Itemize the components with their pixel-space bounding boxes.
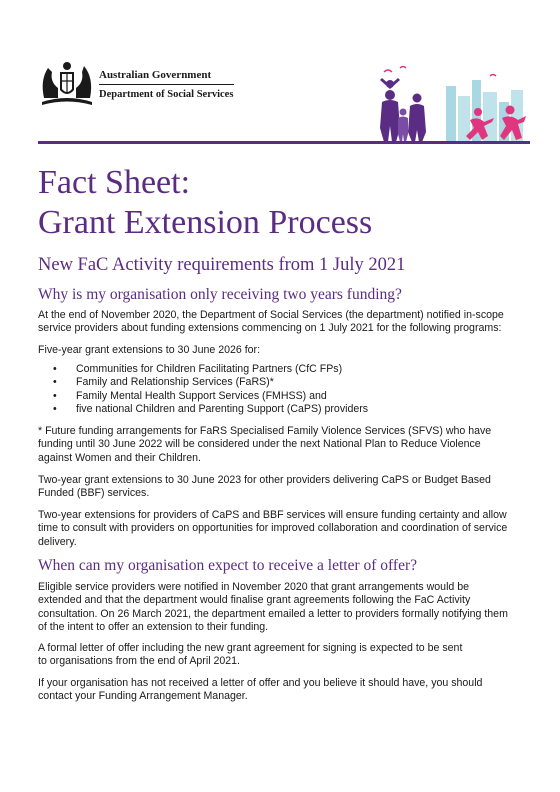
section2-paragraph-1 [38, 581, 528, 634]
text-line: service providers about funding extensions commencing on 1 July 2021 for the following programs: [38, 322, 502, 335]
section2-paragraph-2 [38, 642, 528, 669]
text-line: to organisations from the end of April 2021. [38, 655, 240, 668]
page-title [38, 163, 372, 243]
text-line: Two-year extensions for providers of CaPS and BBF services will ensure funding certainty and allow [38, 509, 507, 521]
text-line: If your organisation has not received a letter of offer and you believe it should have, you should [38, 677, 483, 689]
list-item: • Communities for Children Facilitating Partners (CfC FPs) [38, 363, 368, 376]
text-line: of the intent to offer an extension to their funding. [38, 620, 269, 633]
page-header [0, 0, 560, 145]
text-line: time to consult with providers on opportunities for improved collaboration and coordination of service [38, 522, 508, 535]
coat-of-arms-icon [38, 58, 96, 110]
text-line: Five-year grant extensions to 30 June 2026 for: [38, 344, 261, 356]
gov-name: Australian Government [99, 69, 212, 81]
family-banner-illustration [370, 62, 530, 144]
title-line-1: Fact Sheet: [38, 164, 191, 201]
text-line: funding until 30 June 2022 will be considered under the next National Plan to Reduce Violence [38, 438, 481, 451]
text-line: consultation. On 26 March 2021, the department emailed a letter to providers formally notifying them [38, 607, 508, 620]
section1-paragraph-4 [38, 474, 528, 501]
list-item: • Family Mental Health Support Services (FMHSS) and [38, 390, 368, 403]
section1-paragraph-1 [38, 309, 528, 336]
text-line: At the end of November 2020, the Department of Social Services (the department) notified in-scope [38, 309, 504, 321]
header-divider [38, 141, 530, 144]
title-line-2: Grant Extension Process [38, 204, 373, 241]
page-subtitle: New FaC Activity requirements from 1 July 2021 [38, 255, 406, 275]
section-heading-funding: Why is my organisation only receiving two years funding? [38, 286, 402, 303]
gov-divider [99, 84, 234, 85]
text-line: contact your Funding Arrangement Manager. [38, 690, 248, 703]
text-line: delivery. [38, 535, 77, 548]
text-line: Two-year grant extensions to 30 June 2023 for other providers delivering CaPS or Budget Based [38, 474, 491, 486]
list-item: • five national Children and Parenting Support (CaPS) providers [38, 403, 368, 416]
section1-paragraph-2 [38, 344, 528, 357]
government-wordmark [99, 68, 234, 101]
section2-paragraph-3 [38, 677, 528, 704]
program-list [38, 363, 368, 417]
text-line: against Women and their Children. [38, 451, 201, 464]
text-line: extended and that the department would finalise grant agreements following the FaC Activity [38, 594, 471, 607]
section-heading-letter-of-offer: When can my organisation expect to receive a letter of offer? [38, 557, 418, 574]
text-line: Funded (BBF) services. [38, 487, 150, 500]
department-name: Department of Social Services [99, 89, 234, 100]
text-line: Eligible service providers were notified in November 2020 that grant arrangements would be [38, 581, 470, 593]
text-line: * Future funding arrangements for FaRS Specialised Family Violence Services (SFVS) who have [38, 425, 492, 437]
list-item: • Family and Relationship Services (FaRS)* [38, 376, 368, 389]
section1-paragraph-5 [38, 509, 528, 549]
section1-footnote [38, 425, 528, 465]
text-line: A formal letter of offer including the new grant agreement for signing is expected to be sent [38, 642, 463, 654]
